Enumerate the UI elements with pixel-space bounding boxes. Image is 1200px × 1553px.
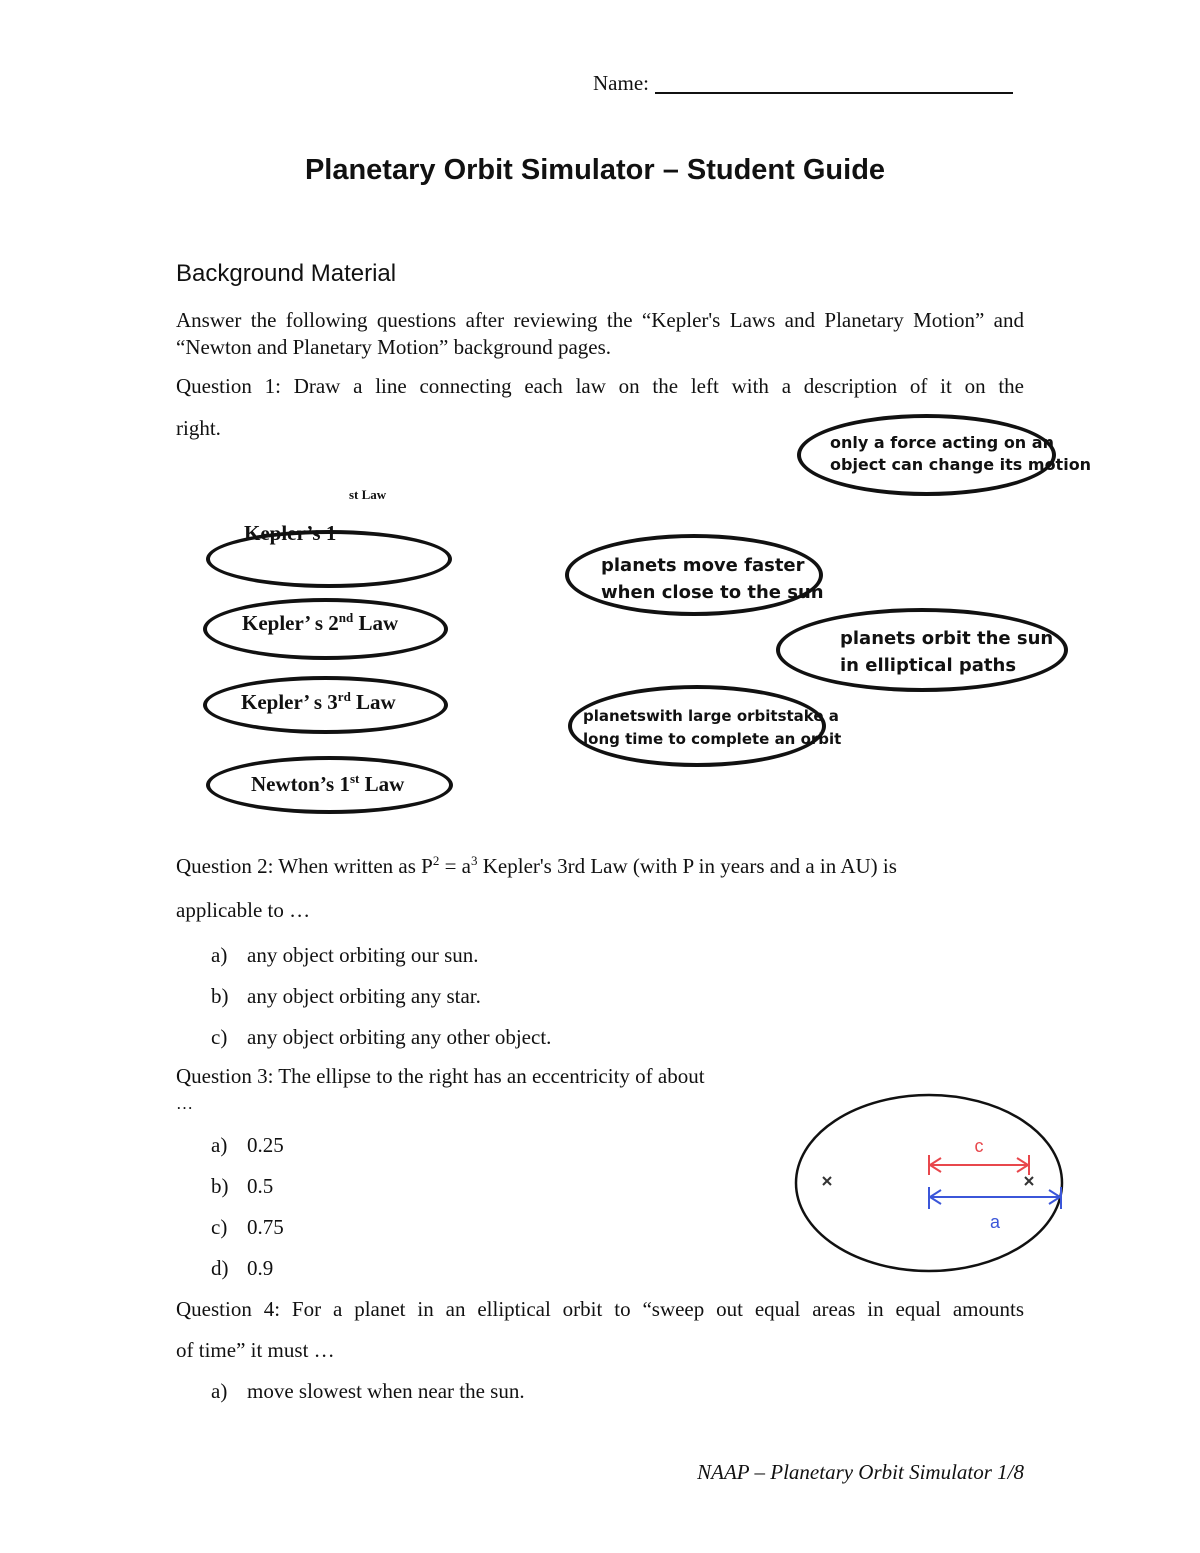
kepler-1-sup: st Law	[349, 487, 387, 502]
desc-large-text: planetswith large orbitstake a long time to complete an orbit	[583, 707, 842, 748]
c-label: c	[974, 1136, 984, 1156]
q4-prompt-continued: of time” it must …	[176, 1338, 335, 1362]
a-distance-arrow	[929, 1187, 1061, 1209]
q4-prompt: Question 4: For a planet in an elliptical orbit to “sweep out equal areas in equal amounts	[176, 1297, 1024, 1321]
ellipse-outline	[796, 1095, 1062, 1271]
name-label: Name:	[593, 71, 649, 95]
q2-prompt: Question 2: When written as $P^2 = a^3$ Kepler's 3rd Law (with P in years and a in AU) is	[176, 853, 897, 878]
q2-prompt-continued: applicable to …	[176, 898, 311, 922]
name-blank-line[interactable]	[655, 70, 1013, 94]
page-title: Planetary Orbit Simulator – Student Guide	[304, 154, 886, 186]
kepler-3-label: Kepler’ s 3rd Law	[241, 689, 396, 714]
right-focus-marker	[1025, 1177, 1033, 1185]
q4-option-a[interactable]: a) move slowest when near the sun.	[211, 1379, 525, 1403]
desc-force-text: only a force acting on an object can change its motion	[830, 433, 1092, 474]
name-field	[593, 70, 1013, 96]
page-footer: NAAP – Planetary Orbit Simulator 1/8	[697, 1460, 1024, 1484]
desc-faster-text: planets move faster when close to the sun	[601, 555, 824, 603]
q3-prompt-continued: …	[176, 1094, 193, 1113]
q3-prompt: Question 3: The ellipse to the right has an eccentricity of about	[176, 1064, 705, 1088]
q3-option-d[interactable]: d) 0.9	[211, 1256, 274, 1280]
q2-option-a[interactable]: a) any object orbiting our sun.	[211, 943, 479, 967]
kepler-1-label: Kepler’s 1	[244, 521, 337, 545]
kepler-1-label-top	[349, 488, 386, 513]
left-focus-marker	[823, 1177, 831, 1185]
c-distance-arrow	[929, 1155, 1029, 1175]
ellipse-figure	[784, 1085, 1074, 1285]
intro-paragraph: Answer the following questions after reviewing the “Kepler's Laws and Planetary Motion” and “Newton and Planetary Motion” background pages.	[176, 308, 1024, 359]
q2-option-b[interactable]: b) any object orbiting any star.	[211, 984, 481, 1008]
q1-prompt: Question 1: Draw a line connecting each law on the left with a description of it on the	[176, 374, 1024, 398]
q3-option-a[interactable]: a) 0.25	[211, 1133, 284, 1157]
q2-option-c[interactable]: c) any object orbiting any other object.	[211, 1025, 552, 1049]
a-label: a	[989, 1212, 1001, 1232]
desc-elliptical-text: planets orbit the sun in elliptical paths	[840, 628, 1054, 676]
q3-option-b[interactable]: b) 0.5	[211, 1174, 274, 1198]
newton-1-label: Newton’s 1st Law	[251, 771, 405, 796]
q1-prompt-continued: right.	[176, 416, 221, 440]
kepler-2-label: Kepler’ s 2nd Law	[242, 610, 399, 635]
q3-option-c[interactable]: c) 0.75	[211, 1215, 284, 1239]
section-heading: Background Material	[176, 260, 397, 287]
